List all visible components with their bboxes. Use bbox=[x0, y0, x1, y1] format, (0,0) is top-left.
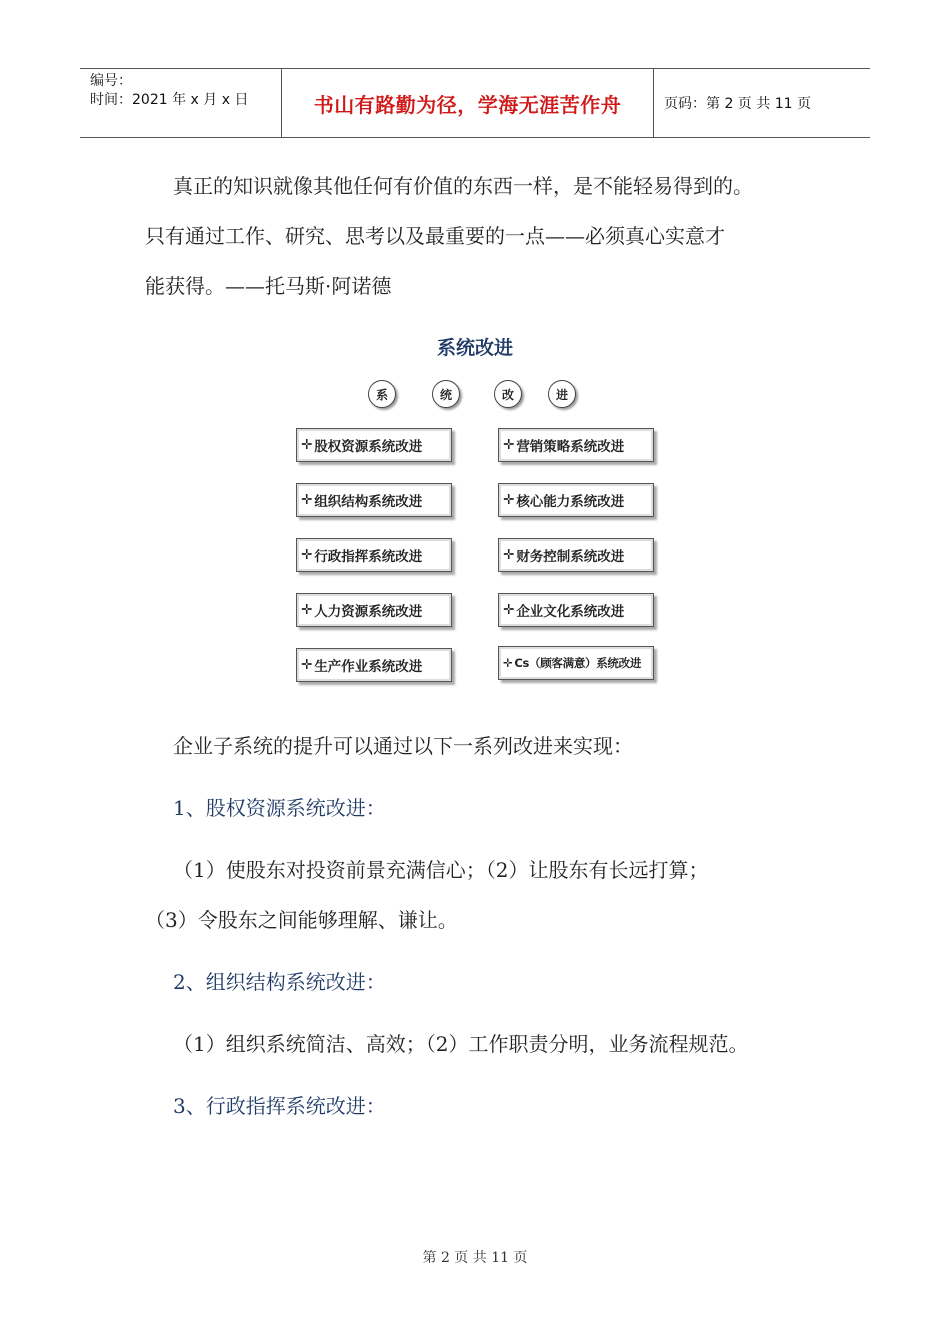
box-label: 组织结构系统改进 bbox=[314, 494, 423, 510]
diagram-box bbox=[296, 648, 452, 682]
plus-icon: ✛ bbox=[503, 437, 515, 453]
plus-icon: ✛ bbox=[503, 492, 515, 508]
diagram-box bbox=[498, 428, 654, 462]
plus-icon: ✛ bbox=[301, 602, 313, 618]
header-page-info: 页码：第 2 页 共 11 页 bbox=[664, 96, 811, 112]
box-label: 企业文化系统改进 bbox=[516, 604, 625, 620]
box-label: 生产作业系统改进 bbox=[314, 659, 423, 675]
plus-icon: ✛ bbox=[301, 437, 313, 453]
page-header bbox=[80, 68, 870, 138]
plus-icon: ✛ bbox=[301, 657, 313, 673]
plus-icon: ✛ bbox=[503, 656, 513, 670]
section-1-line-1: （1）使股东对投资前景充满信心；（2）让股东有长远打算； bbox=[173, 858, 709, 882]
plus-icon: ✛ bbox=[301, 547, 313, 563]
page-footer: 第 2 页 共 11 页 bbox=[422, 1250, 528, 1266]
diagram-title: 系统改进 bbox=[436, 337, 513, 359]
section-heading-3: 3、行政指挥系统改进： bbox=[173, 1094, 386, 1118]
header-motto: 书山有路勤为径，学海无涯苦作舟 bbox=[282, 69, 654, 137]
diagram-circle: 系 bbox=[368, 380, 396, 408]
plus-icon: ✛ bbox=[503, 547, 515, 563]
box-label: 营销策略系统改进 bbox=[516, 439, 625, 455]
diagram-box bbox=[498, 646, 654, 680]
section-1-line-2: （3）令股东之间能够理解、谦让。 bbox=[145, 908, 458, 932]
box-label: Cs（顾客满意）系统改进 bbox=[514, 656, 642, 670]
time-label: 时间：2021 年 x 月 x 日 bbox=[90, 92, 249, 108]
quote-line-2: 只有通过工作、研究、思考以及最重要的一点——必须真心实意才 bbox=[145, 224, 725, 248]
diagram-box bbox=[296, 483, 452, 517]
section-heading-2: 2、组织结构系统改进： bbox=[173, 970, 386, 994]
box-label: 财务控制系统改进 bbox=[516, 549, 625, 565]
diagram-box bbox=[296, 538, 452, 572]
diagram-circle: 改 bbox=[494, 380, 522, 408]
header-meta bbox=[80, 69, 282, 137]
box-label: 股权资源系统改进 bbox=[314, 439, 423, 455]
diagram-box bbox=[296, 593, 452, 627]
diagram-circle: 进 bbox=[548, 380, 576, 408]
quote-line-1: 真正的知识就像其他任何有价值的东西一样，是不能轻易得到的。 bbox=[173, 174, 753, 198]
plus-icon: ✛ bbox=[301, 492, 313, 508]
box-label: 行政指挥系统改进 bbox=[314, 549, 423, 565]
box-label: 人力资源系统改进 bbox=[314, 604, 423, 620]
number-label: 编号： bbox=[90, 73, 132, 89]
diagram-box bbox=[498, 538, 654, 572]
diagram-box bbox=[498, 593, 654, 627]
diagram-box bbox=[498, 483, 654, 517]
quote-line-3: 能获得。——托马斯·阿诺德 bbox=[145, 274, 392, 298]
section-heading-1: 1、股权资源系统改进： bbox=[173, 796, 386, 820]
box-label: 核心能力系统改进 bbox=[516, 494, 625, 510]
body-intro: 企业子系统的提升可以通过以下一系列改进来实现： bbox=[173, 734, 633, 758]
diagram-box bbox=[296, 428, 452, 462]
section-2-line-1: （1）组织系统简洁、高效；（2）工作职责分明，业务流程规范。 bbox=[173, 1032, 749, 1056]
plus-icon: ✛ bbox=[503, 602, 515, 618]
diagram-circle: 统 bbox=[432, 380, 460, 408]
